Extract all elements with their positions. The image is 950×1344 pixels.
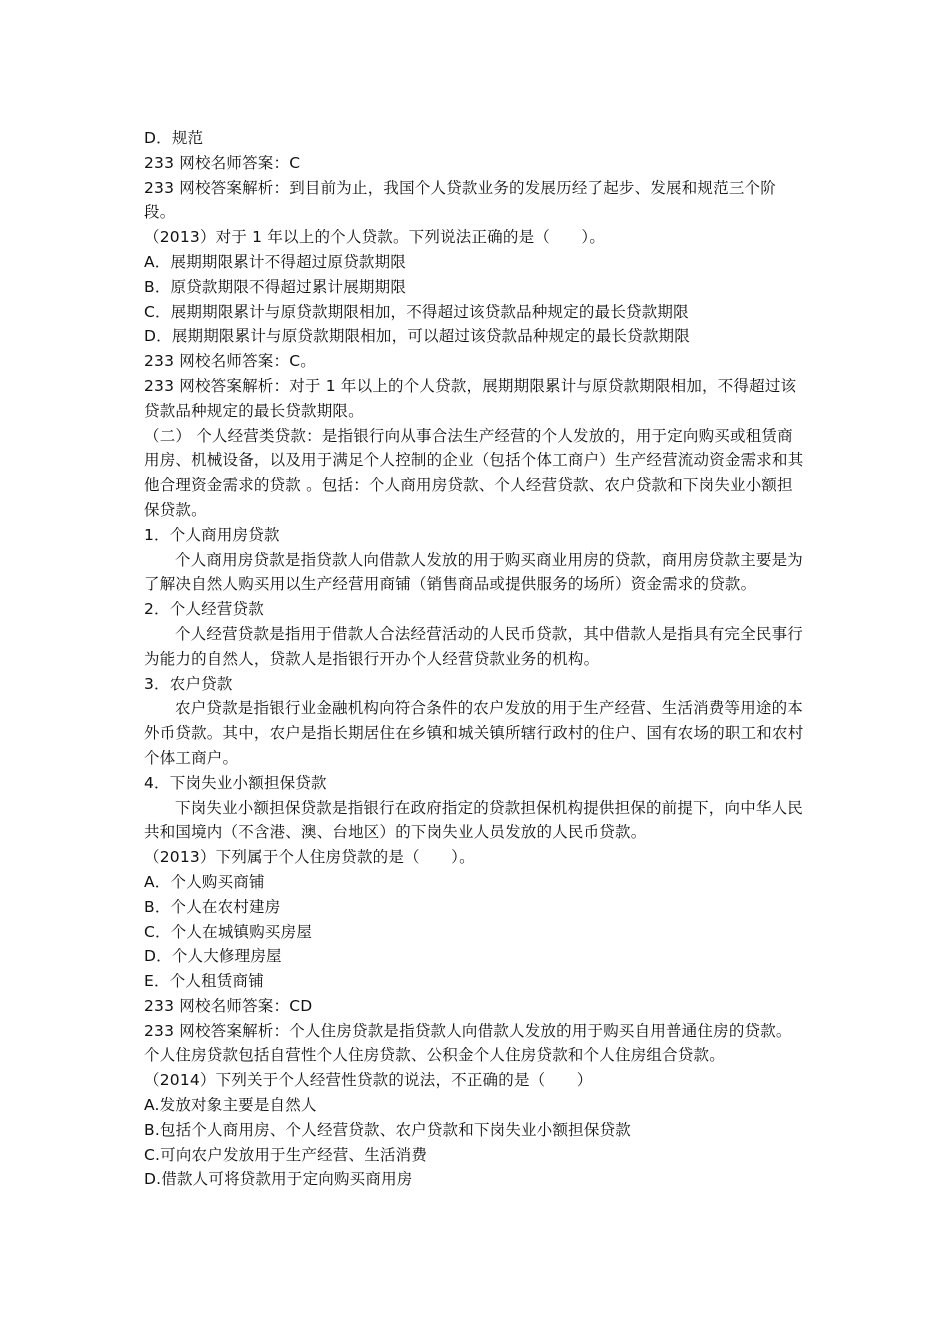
answer-line: 233 网校名师答案：C。: [144, 352, 316, 371]
option-d-line: D．展期期限累计与原贷款期限相加，可以超过该贷款品种规定的最长贷款期限: [144, 327, 690, 346]
subheading-farmer-loan: 3．农户贷款: [144, 674, 233, 693]
section-paragraph-business-loans: （二） 个人经营类贷款：是指银行向从事合法生产经营的个人发放的，用于定向购买或租赁商用房、机械设备，以及用于满足个人控制的企业（包括个体工商户）生产经营流动资金需求和其他合理资金需求的贷款 。包括：个人商用房贷款、个人经营贷款、农户贷款和下岗失业小额担保贷款。: [144, 426, 804, 519]
body-paragraph: 个人商用房贷款是指贷款人向借款人发放的用于购买商业用房的贷款，商用房贷款主要是为了解决自然人购买用以生产经营用商铺（销售商品或提供服务的场所）资金需求的贷款。: [144, 550, 804, 594]
option-a-line: A.发放对象主要是自然人: [144, 1096, 317, 1115]
question-2013-housing-loan: （2013）下列属于个人住房贷款的是（ ）。: [144, 848, 475, 867]
explanation-paragraph: 233 网校答案解析：到目前为止，我国个人贷款业务的发展历经了起步、发展和规范三个阶段。: [144, 178, 776, 222]
body-paragraph: 个人经营贷款是指用于借款人合法经营活动的人民币贷款，其中借款人是指具有完全民事行为能力的自然人，贷款人是指银行开办个人经营贷款业务的机构。: [144, 624, 804, 668]
body-paragraph: 下岗失业小额担保贷款是指银行在政府指定的贷款担保机构提供担保的前提下，向中华人民共和国境内（不含港、澳、台地区）的下岗失业人员发放的人民币贷款。: [144, 798, 804, 842]
option-d-line: D.借款人可将贷款用于定向购买商用房: [144, 1170, 413, 1189]
option-b-line: B.包括个人商用房、个人经营贷款、农户贷款和下岗失业小额担保贷款: [144, 1120, 631, 1139]
explanation-paragraph: 233 网校答案解析：对于 1 年以上的个人贷款，展期期限累计与原贷款期限相加，不得超过该贷款品种规定的最长贷款期限。: [144, 376, 797, 420]
option-e-line: E．个人租赁商铺: [144, 972, 264, 991]
option-d-line: D．规范: [144, 129, 204, 147]
option-a-line: A．个人购买商铺: [144, 872, 265, 891]
document-body: [144, 126, 804, 1192]
answer-line: 233 网校名师答案：C: [144, 153, 301, 172]
question-2014-business-loan: （2014）下列关于个人经营性贷款的说法，不正确的是（ ）: [144, 1071, 593, 1090]
explanation-paragraph: 233 网校答案解析：个人住房贷款是指贷款人向借款人发放的用于购买自用普通住房的贷款。个人住房贷款包括自营性个人住房贷款、公积金个人住房贷款和个人住房组合贷款。: [144, 1021, 792, 1065]
question-2013-loan-extension: （2013）对于 1 年以上的个人贷款。下列说法正确的是（ ）。: [144, 228, 606, 247]
subheading-commercial-property-loan: 1．个人商用房贷款: [144, 525, 280, 544]
option-a-line: A．展期期限累计不得超过原贷款期限: [144, 252, 407, 271]
answer-line: 233 网校名师答案：CD: [144, 996, 313, 1015]
option-c-line: C.可向农户发放用于生产经营、生活消费: [144, 1145, 428, 1164]
subheading-personal-business-loan: 2．个人经营贷款: [144, 600, 264, 619]
option-c-line: C．个人在城镇购买房屋: [144, 922, 313, 941]
option-b-line: B．原贷款期限不得超过累计展期期限: [144, 277, 407, 296]
option-d-line: D．个人大修理房屋: [144, 947, 282, 966]
option-c-line: C．展期期限累计与原贷款期限相加，不得超过该贷款品种规定的最长贷款期限: [144, 302, 689, 321]
subheading-guaranteed-loan: 4．下岗失业小额担保贷款: [144, 773, 327, 792]
option-b-line: B．个人在农村建房: [144, 897, 281, 916]
body-paragraph: 农户贷款是指银行业金融机构向符合条件的农户发放的用于生产经营、生活消费等用途的本外币贷款。其中，农户是指长期居住在乡镇和城关镇所辖行政村的住户、国有农场的职工和农村个体工商户。: [144, 699, 804, 767]
